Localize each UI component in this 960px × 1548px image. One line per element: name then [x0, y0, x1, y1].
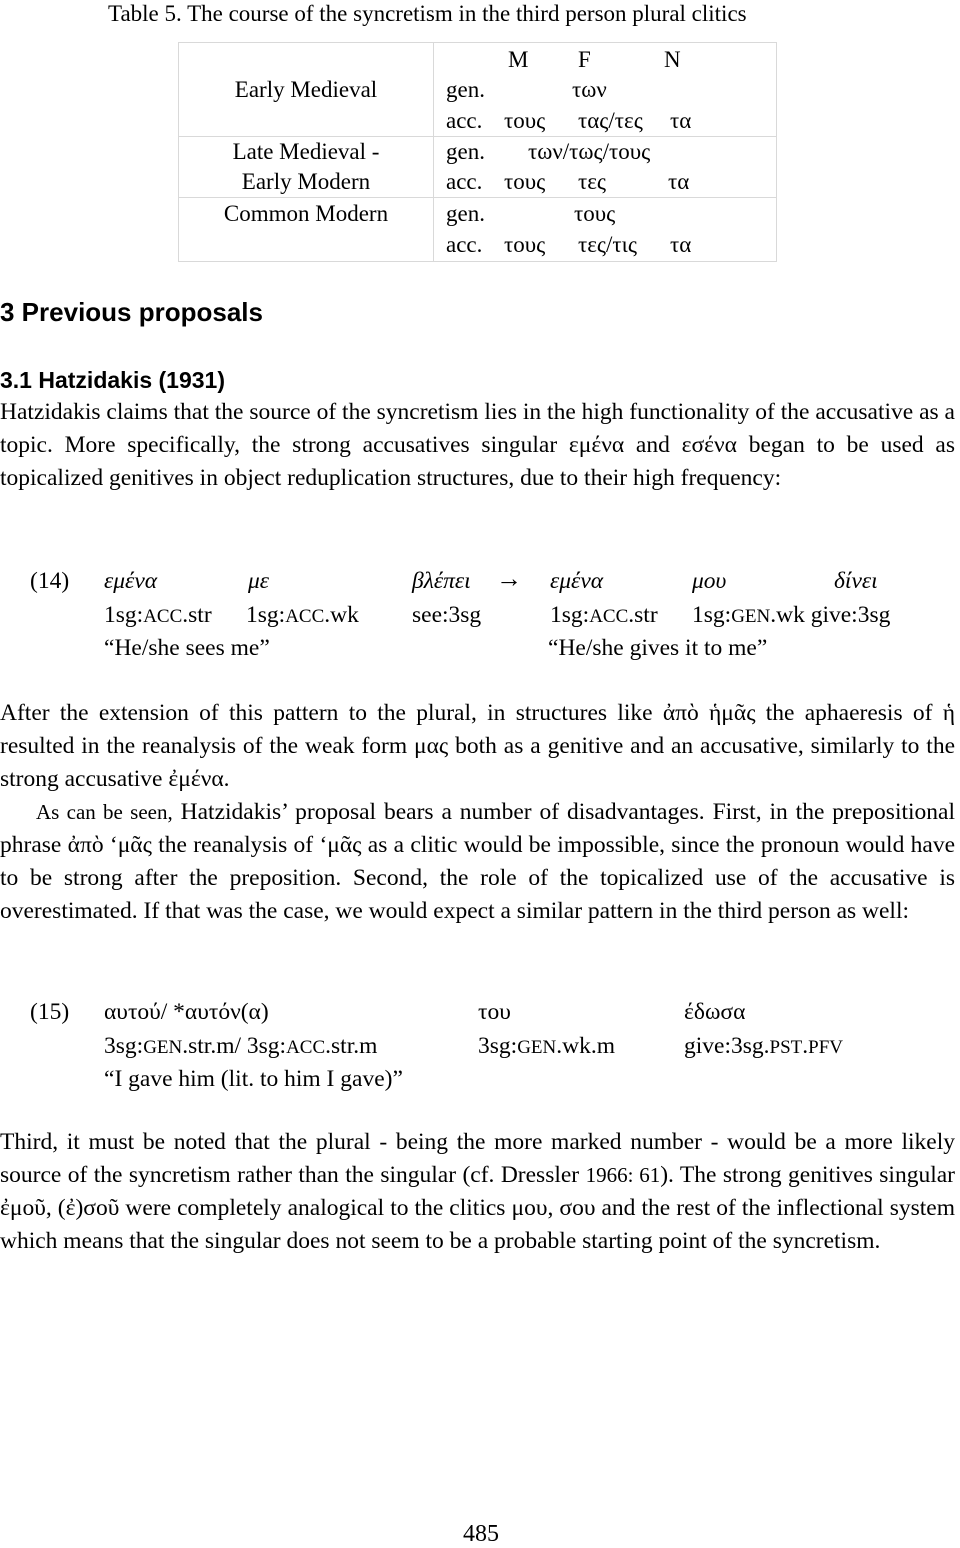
table-caption: Table 5. The course of the syncretism in the third person plural clitics: [108, 1, 747, 26]
example-word: του: [478, 999, 511, 1025]
example-word: με: [248, 568, 270, 594]
example-gloss: 1sg:ACC.str: [104, 602, 212, 628]
case-label: gen.: [446, 201, 485, 226]
form-cell: τα: [668, 169, 690, 194]
form-cell: τες/τις: [578, 232, 637, 257]
paragraph: Hatzidakis claims that the source of the syncretism lies in the high functionality of the accusative as a topic. More specifically, the strong accusatives singular εμένα and εσένα began to be used as topicalized genitives in object reduplication structures, due to their high frequency:: [0, 399, 955, 491]
example-translation: “I gave him (lit. to him I gave)”: [104, 1066, 403, 1092]
example-gloss: 3sg:GEN.wk.m: [478, 1033, 615, 1059]
period-label: Late Medieval -: [232, 139, 380, 164]
case-label: acc.: [446, 108, 483, 133]
example-number: (14): [30, 568, 70, 594]
example-word: εμένα: [104, 568, 158, 594]
example-number: (15): [30, 999, 70, 1025]
example-translation: “He/she sees me”: [104, 635, 270, 661]
example-gloss: 1sg:ACC.str: [550, 602, 658, 628]
header-m: M: [508, 47, 529, 72]
example-word: αυτού/ *αυτόν(α): [104, 999, 269, 1025]
row-divider: [178, 197, 776, 198]
period-label: Common Modern: [223, 201, 389, 226]
form-cell: τους: [574, 201, 616, 226]
case-label: acc.: [446, 169, 483, 194]
example-translation: “He/she gives it to me”: [548, 635, 768, 661]
form-cell: τα: [670, 232, 692, 257]
example-word: μου: [692, 568, 727, 594]
subsection-heading: 3.1 Hatzidakis (1931): [0, 367, 226, 393]
period-label: Early Modern: [241, 169, 371, 194]
case-label: acc.: [446, 232, 483, 257]
example-gloss: 1sg:GEN.wk give:3sg: [692, 602, 891, 628]
form-cell: τους: [504, 232, 546, 257]
example-gloss: see:3sg: [412, 602, 482, 628]
row-divider: [178, 136, 776, 137]
example-word: έδωσα: [684, 999, 746, 1025]
form-cell: των: [572, 77, 607, 102]
form-cell: τες: [578, 169, 607, 194]
header-f: F: [578, 47, 591, 72]
example-word: εμένα: [550, 568, 604, 594]
example-gloss: 1sg:ACC.wk: [246, 602, 359, 628]
arrow-icon: →: [496, 564, 522, 593]
case-label: gen.: [446, 139, 485, 164]
form-cell: τα: [670, 108, 692, 133]
form-cell: τους: [504, 169, 546, 194]
form-cell: τας/τες: [578, 108, 643, 133]
paragraph: As can be seen, Hatzidakis’ proposal bears a number of disadvantages. First, in the prepositional phrase ἀπὸ ‘μᾶς the reanalysis of ‘μᾶς as a clitic would be impossible, since the pronoun would have to be strong after the preposition. Second, the role of the topicalized use of the accusative is overestimated. If that was the case, we would expect a similar pattern in the third person as well:: [0, 799, 955, 924]
example-word: δίνει: [834, 568, 878, 594]
example-gloss: give:3sg.PST.PFV: [684, 1033, 843, 1059]
example-word: βλέπει: [412, 568, 471, 594]
page-number: 485: [463, 1521, 499, 1547]
form-cell: των/τως/τους: [528, 139, 651, 164]
example-gloss: 3sg:GEN.str.m/ 3sg:ACC.str.m: [104, 1033, 378, 1059]
period-label: Early Medieval: [234, 77, 378, 102]
paragraph: After the extension of this pattern to the plural, in structures like ἀπὸ ἡμᾶς the aphaeresis of ἡ resulted in the reanalysis of the weak form μας both as a genitive and an accusative, similarly to the strong accusative ἐμένα.: [0, 700, 955, 792]
form-cell: τους: [504, 108, 546, 133]
paragraph: Third, it must be noted that the plural - being the more marked number - would be a more likely source of the syncretism rather than the singular (cf. Dressler 1966: 61). The strong genitives singular ἐμοῦ, (ἐ)σοῦ were completely analogical to the clitics μου, σου and the rest of the inflectional system which means that the singular does not seem to be a probable starting point of the syncretism.: [0, 1129, 955, 1254]
section-heading: 3 Previous proposals: [0, 297, 263, 327]
case-label: gen.: [446, 77, 485, 102]
header-n: N: [664, 47, 681, 72]
column-divider: [433, 42, 434, 261]
